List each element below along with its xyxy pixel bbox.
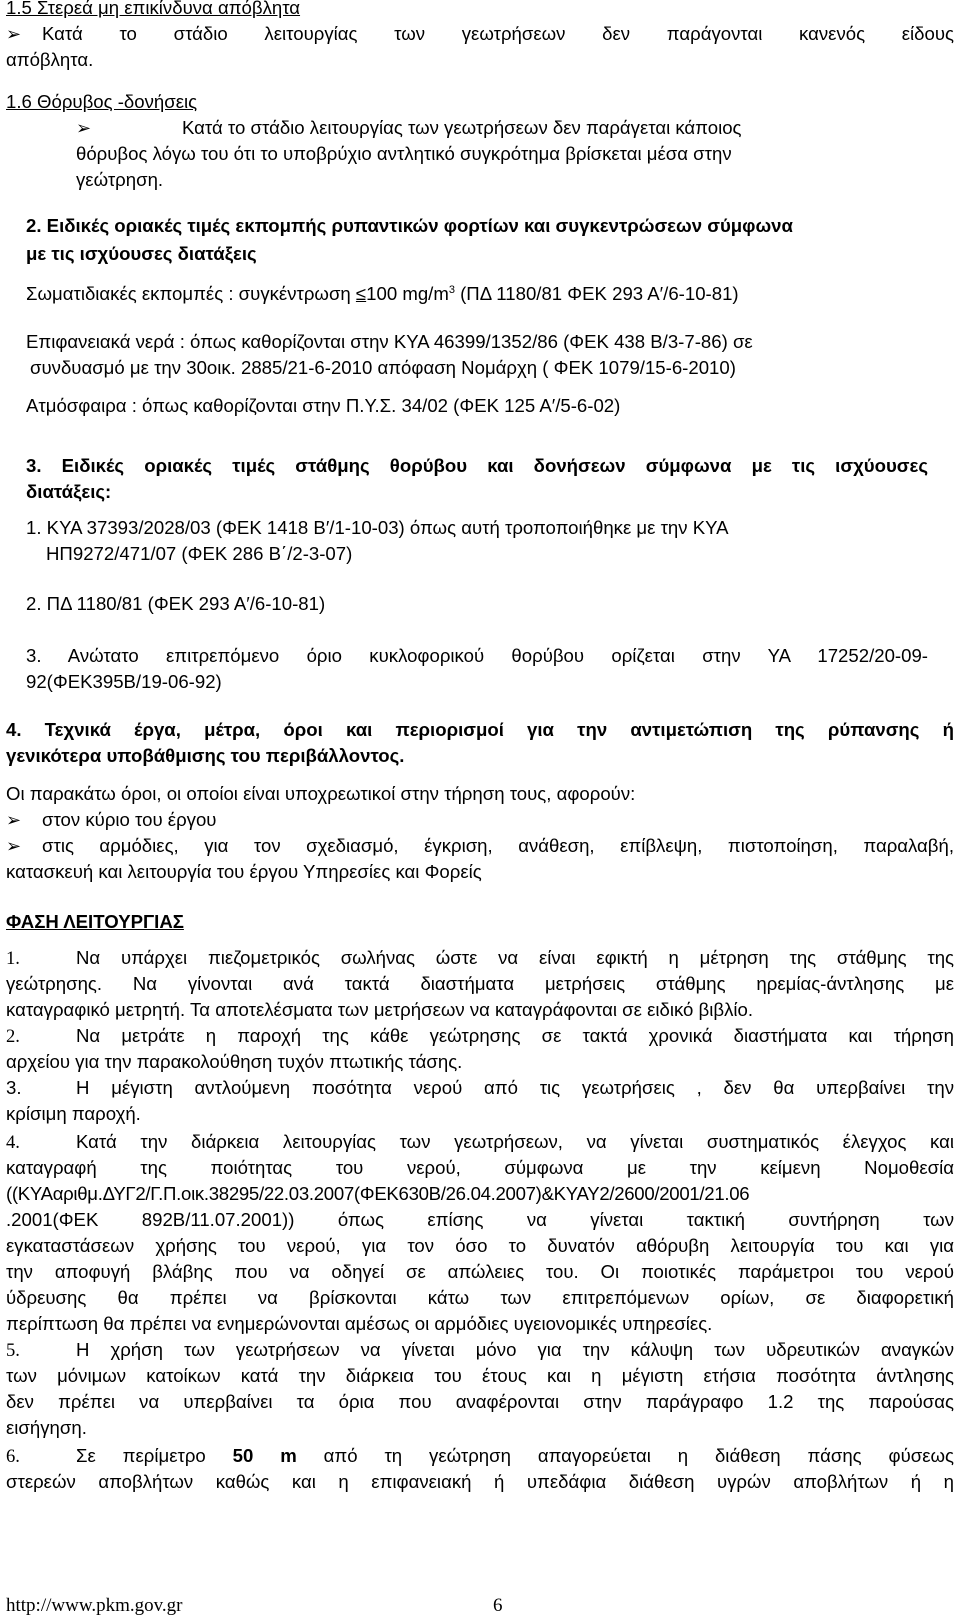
condition-5: δεν πρέπει να υπερβαίνει τα όρια που αναφέρονται στην παράγραφο 1.2 της παρούσας [6,1391,954,1412]
particulate-emissions-text: Σωματιδιακές εκπομπές : συγκέντρωση ≤100 $mg/m^3$ (ΠΔ 1180/81 ΦΕΚ 293 Α′/6-10-81) [26,283,739,304]
condition-3: 3. Η μέγιστη αντλούμενη ποσότητα νερού από τις γεωτρήσεις , δεν θα υπερβαίνει την [6,1077,954,1098]
surface-waters-text: συνδυασμό με την 30οικ. 2885/21-6-2010 απόφαση Νομάρχη ( ΦΕΚ 1079/15-6-2010) [30,357,736,378]
section-1-6-line: γεώτρηση. [76,169,164,190]
section-1-6-line: ➢ Κατά το στάδιο λειτουργίας των γεωτρήσεων δεν παράγεται κάποιος [76,117,742,139]
noise-law-item: 3. Ανώτατο επιτρεπόμενο όριο κυκλοφορικού θορύβου ορίζεται στην ΥΑ 17252/20-09- [26,645,928,666]
bullet-item: κατασκευή και λειτουργία του έργου Υπηρεσίες και Φορείς [6,861,482,882]
section-1-5-heading: 1.5 Στερεά μη επικίνδυνα απόβλητα [6,0,301,18]
condition-5: των μόνιμων κατοίκων κατά την διάρκεια του έτους και η μέγιστη ετήσια ποσότητα άντλησης [6,1365,954,1386]
condition-4: περίπτωση θα πρέπει να ενημερώνονται αμέσως οι αρμόδιες υγειονομικές υπηρεσίες. [6,1313,713,1334]
section-1-6-heading: 1.6 Θόρυβος -δονήσεις [6,91,198,112]
section-1-5-line: απόβλητα. [6,49,94,70]
condition-4: .2001(ΦΕΚ 892Β/11.07.2001)) όπως επίσης να γίνεται τακτική συντήρηση των [6,1209,954,1230]
condition-2: αρχείου για την παρακολούθηση τυχόν πτωτικής τάσης. [6,1051,463,1072]
operation-phase-heading: ΦΑΣΗ ΛΕΙΤΟΥΡΓΙΑΣ [6,911,184,932]
section-4-heading: γενικότερα υποβάθμισης του περιβάλλοντος. [6,745,405,766]
bullet-item: ➢ στον κύριο του έργου [6,809,217,831]
condition-4: καταγραφή της ποιότητας του νερού, σύμφωνα με την κείμενη Νομοθεσία [6,1157,954,1178]
surface-waters-text: Επιφανειακά νερά : όπως καθορίζονται στην ΚΥΑ 46399/1352/86 (ΦΕΚ 438 Β/3-7-86) σε [26,331,753,352]
condition-1: καταγραφικό μετρητή. Τα αποτελέσματα των μετρήσεων να καταγράφονται σε ειδικό βιβλίο. [6,999,754,1020]
section-3-heading: διατάξεις: [26,481,112,502]
condition-6: 6. Σε περίμετρο 50 m από τη γεώτρηση απαγορεύεται η διάθεση πάσης φύσεως [6,1445,954,1467]
condition-4: 4. Κατά την διάρκεια λειτουργίας των γεωτρήσεων, να γίνεται συστηματικός έλεγχος και [6,1131,954,1153]
arrow-bullet-icon: ➢ [76,118,92,139]
section-4-heading: 4. Τεχνικά έργα, μέτρα, όροι και περιορισμοί για την αντιμετώπιση της ρύπανσης ή [6,719,954,740]
atmosphere-text: Ατμόσφαιρα : όπως καθορίζονται στην Π.Υ.Σ. 34/02 (ΦΕΚ 125 Α′/5-6-02) [26,395,621,416]
section-1-5-line: ➢ Κατά το στάδιο λειτουργίας των γεωτρήσεων δεν παράγονται κανενός είδους [6,23,954,45]
arrow-bullet-icon: ➢ [6,836,22,857]
section-3-heading: 3. Ειδικές οριακές τιμές στάθμης θορύβου και δονήσεων σύμφωνα με τις ισχύουσες [26,455,928,476]
condition-6: στερεών αποβλήτων καθώς και η επιφανειακή ή υπεδάφια διάθεση υγρών αποβλήτων ή η [6,1471,954,1492]
condition-1: 1. Να υπάρχει πιεζομετρικός σωλήνας ώστε να είναι εφικτή η μέτρηση της στάθμης της [6,947,954,969]
arrow-bullet-icon: ➢ [6,810,22,831]
condition-1: γεώτρησης. Να γίνονται ανά τακτά διαστήματα μετρήσεις στάθμης ηρεμίας-άντλησης με [6,973,954,994]
condition-5: 5. Η χρήση των γεωτρήσεων να γίνεται μόνο για την κάλυψη των υδρευτικών αναγκών [6,1339,954,1361]
condition-4: ((ΚΥΑαριθμ.ΔΥΓ2/Γ.Π.οικ.38295/22.03.2007(ΦΕΚ630Β/26.04.2007)&ΚΥΑΥ2/2600/2001/21.06 [6,1183,750,1204]
noise-law-item: 1. ΚΥΑ 37393/2028/03 (ΦΕΚ 1418 Β′/1-10-03) όπως αυτή τροποποιήθηκε με την ΚΥΑ [26,517,729,538]
condition-4: ύδρευσης θα πρέπει να βρίσκονται κάτω των επιτρεπόμενων ορίων, σε διαφορετική [6,1287,954,1308]
condition-4: εγκαταστάσεων χρήσης του νερού, για τον όσο το δυνατόν αθόρυβη λειτουργία του και για [6,1235,954,1256]
section-1-6-line: θόρυβος λόγω του ότι το υποβρύχιο αντλητικό συγκρότημα βρίσκεται μέσα στην [76,143,732,164]
noise-law-item: ΗΠ9272/471/07 (ΦΕΚ 286 Β΄/2-3-07) [46,543,353,564]
footer-url[interactable]: http://www.pkm.gov.gr [6,1595,183,1616]
noise-law-item: 2. ΠΔ 1180/81 (ΦΕΚ 293 Α′/6-10-81) [26,593,326,614]
section-2-heading: 2. Ειδικές οριακές τιμές εκπομπής ρυπαντικών φορτίων και συγκεντρώσεων σύμφωνα [26,215,793,236]
condition-3: κρίσιμη παροχή. [6,1103,141,1124]
condition-2: 2. Να μετράτε η παροχή της κάθε γεώτρησης σε τακτά χρονικά διαστήματα και τήρηση [6,1025,954,1047]
arrow-bullet-icon: ➢ [6,24,22,45]
page-number: 6 [493,1595,503,1616]
condition-5: εισήγηση. [6,1417,87,1438]
section-2-heading: με τις ισχύουσες διατάξεις [26,243,257,264]
section-4-intro: Οι παρακάτω όροι, οι οποίοι είναι υποχρεωτικοί στην τήρηση τους, αφορούν: [6,783,636,804]
noise-law-item: 92(ΦΕΚ395Β/19-06-92) [26,671,222,692]
bullet-item: ➢ στις αρμόδιες, για τον σχεδιασμό, έγκριση, ανάθεση, επίβλεψη, πιστοποίηση, παραλαβή, [6,835,954,857]
condition-4: την αποφυγή βλάβης που να οδηγεί σε απώλειες του. Οι ποιοτικές παράμετροι του νερού [6,1261,954,1282]
